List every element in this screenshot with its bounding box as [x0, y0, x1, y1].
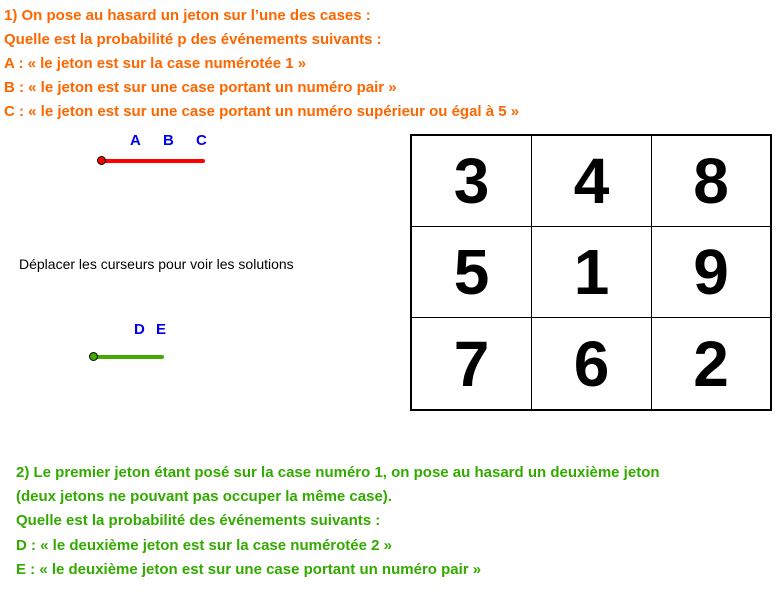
grid-cell: 8 [652, 136, 770, 227]
question2-title: 2) Le premier jeton étant posé sur la case numéro 1, on pose au hasard un deuxième jeton [16, 464, 660, 481]
slider2-label-d: D [134, 321, 145, 338]
slider1-handle[interactable] [97, 156, 106, 165]
event-d-text: D : « le deuxième jeton est sur la case numérotée 2 » [16, 537, 392, 554]
event-c-text: C : « le jeton est sur une case portant un numéro supérieur ou égal à 5 » [4, 103, 520, 120]
event-e-text: E : « le deuxième jeton est sur une case portant un numéro pair » [16, 561, 482, 578]
grid-cell: 2 [693, 327, 729, 400]
grid-cell: 7 [412, 318, 532, 409]
grid-cell: 5 [412, 227, 532, 318]
question1-prompt: Quelle est la probabilité p des événements suivants : [4, 31, 382, 48]
grid-cell: 4 [532, 136, 652, 227]
event-a-text: A : « le jeton est sur la case numérotée 1 » [4, 55, 307, 72]
slider2-track[interactable] [94, 355, 164, 359]
grid-cell: 3 [412, 136, 532, 227]
slider1-label-b: B [163, 132, 174, 149]
number-grid [410, 134, 772, 411]
slider1-label-a: A [130, 132, 141, 149]
event-b-text: B : « le jeton est sur une case portant un numéro pair » [4, 79, 397, 96]
grid-cell: 6 [532, 318, 652, 409]
instruction-text: Déplacer les curseurs pour voir les solutions [19, 256, 294, 272]
question2-condition: (deux jetons ne pouvant pas occuper la même case). [16, 488, 392, 505]
slider2-handle[interactable] [89, 352, 98, 361]
slider2-label-e: E [156, 321, 167, 338]
grid-cell: 9 [652, 227, 770, 318]
question1-title: 1) On pose au hasard un jeton sur l’une des cases : [4, 7, 371, 24]
slider1-track[interactable] [102, 159, 205, 163]
slider1-label-c: C [196, 132, 207, 149]
question2-prompt: Quelle est la probabilité des événements suivants : [16, 512, 381, 529]
grid-cell: 1 [532, 227, 652, 318]
